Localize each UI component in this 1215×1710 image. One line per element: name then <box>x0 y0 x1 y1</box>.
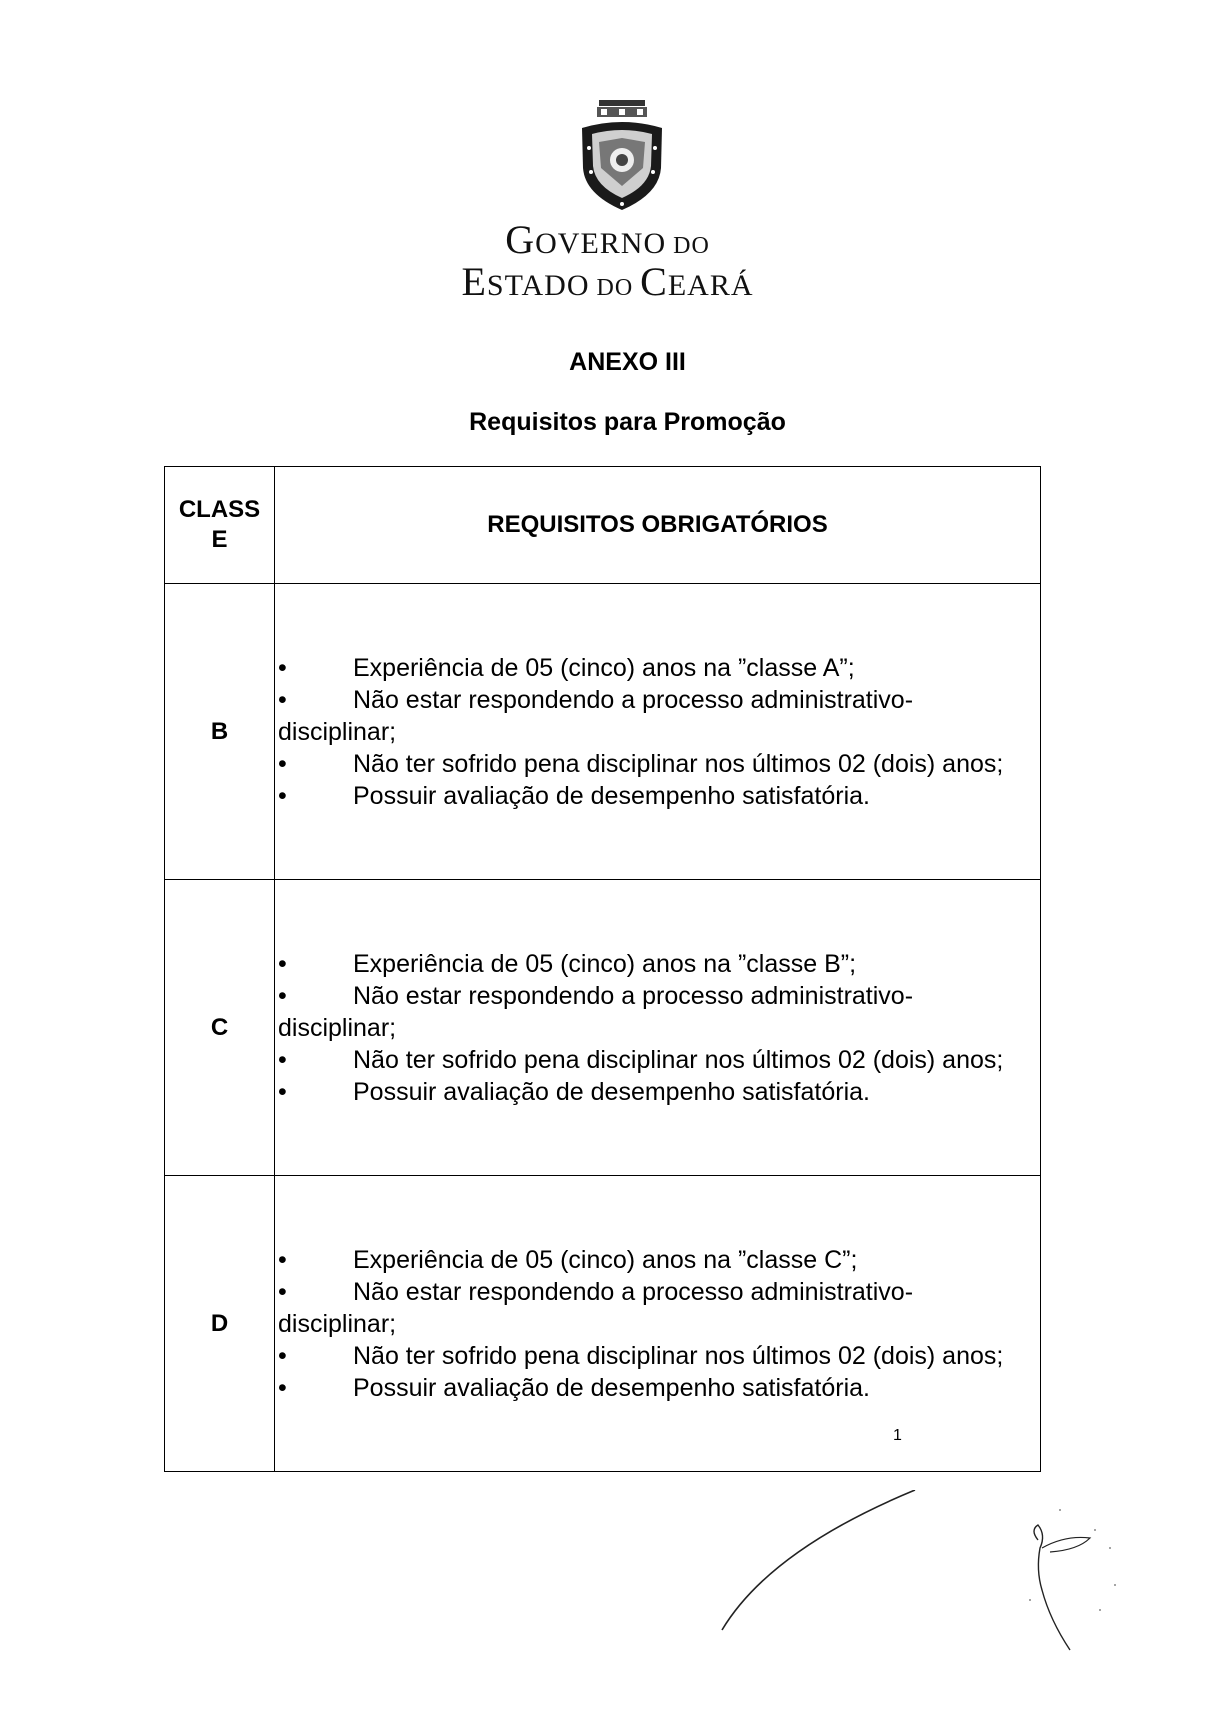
bullet-icon: • <box>278 781 287 810</box>
bullet-icon: • <box>278 1245 287 1274</box>
bullet-icon: • <box>278 1277 287 1306</box>
annex-title: ANEXO III <box>569 348 686 376</box>
class-cell: B <box>165 584 275 879</box>
table-row <box>165 1175 1040 1471</box>
bullet-icon: • <box>278 1077 287 1106</box>
requirement-item: Possuir avaliação de desempenho satisfatória. <box>353 1077 870 1106</box>
bullet-icon: • <box>278 685 287 714</box>
org-name-line1: GOVERNO DO <box>505 217 710 262</box>
table-header-row <box>165 467 1040 583</box>
requirement-item-continuation: disciplinar; <box>278 1309 397 1338</box>
requirements-cell <box>275 1176 1040 1471</box>
class-column-header-text: CLASS E <box>178 496 261 553</box>
requirement-item: Não ter sofrido pena disciplinar nos últimos 02 (dois) anos; <box>353 749 1004 778</box>
requirement-item: Não estar respondendo a processo administrativo- <box>353 981 914 1010</box>
requirement-item: Experiência de 05 (cinco) anos na ”classe C”; <box>353 1245 858 1274</box>
bullet-icon: • <box>278 749 287 778</box>
bullet-icon: • <box>278 653 287 682</box>
state-coat-of-arms-icon <box>577 98 667 214</box>
bullet-icon: • <box>278 1373 287 1402</box>
bullet-icon: • <box>278 1341 287 1370</box>
annex-subtitle: Requisitos para Promoção <box>469 408 786 436</box>
requirement-item: Experiência de 05 (cinco) anos na ”classe A”; <box>353 653 855 682</box>
requirement-item: Possuir avaliação de desempenho satisfatória. <box>353 781 870 810</box>
requirements-column-header: REQUISITOS OBRIGATÓRIOS <box>487 511 828 538</box>
class-cell: D <box>165 1176 275 1471</box>
requirement-item: Não estar respondendo a processo administrativo- <box>353 1277 914 1306</box>
class-cell: C <box>165 880 275 1175</box>
handwritten-signature-icon <box>700 1490 1170 1710</box>
requirements-cell <box>275 584 1040 879</box>
requirements-cell <box>275 880 1040 1175</box>
class-column-header <box>165 467 275 583</box>
bullet-icon: • <box>278 981 287 1010</box>
org-name-line2: ESTADO DO CEARÁ <box>461 259 754 304</box>
bullet-icon: • <box>278 949 287 978</box>
requirement-item: Possuir avaliação de desempenho satisfatória. <box>353 1373 870 1402</box>
requirement-item-continuation: disciplinar; <box>278 1013 397 1042</box>
table-row <box>165 879 1040 1175</box>
requirement-item: Experiência de 05 (cinco) anos na ”classe B”; <box>353 949 857 978</box>
requirement-item: Não ter sofrido pena disciplinar nos últimos 02 (dois) anos; <box>353 1341 1004 1370</box>
requirement-item-continuation: disciplinar; <box>278 717 397 746</box>
bullet-icon: • <box>278 1045 287 1074</box>
page-mark: 1 <box>893 1427 902 1444</box>
requirements-table <box>164 466 1041 1472</box>
requirement-item: Não ter sofrido pena disciplinar nos últimos 02 (dois) anos; <box>353 1045 1004 1074</box>
requirement-item: Não estar respondendo a processo administrativo- <box>353 685 914 714</box>
table-row <box>165 583 1040 879</box>
